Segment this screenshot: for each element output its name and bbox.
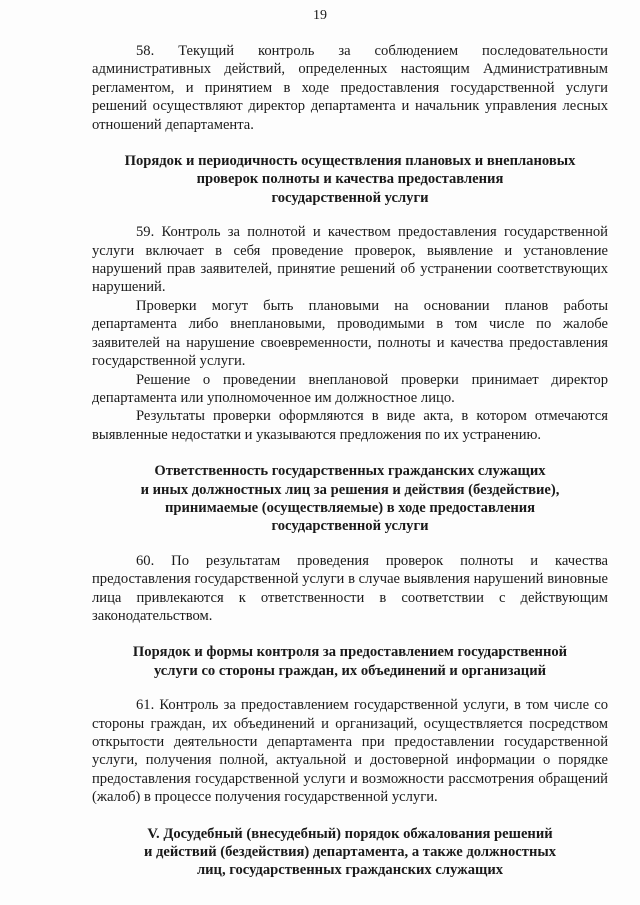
heading-line: Порядок и периодичность осуществления плановых и внеплановых	[124, 153, 576, 170]
heading-line: и действий (бездействия) департамента, а также должностных	[143, 844, 557, 861]
heading-line: государственной услуги	[271, 189, 429, 206]
heading-section-v	[92, 825, 608, 880]
heading-inspection-procedure	[92, 152, 608, 207]
heading-line: принимаемые (осуществляемые) в ходе предоставления	[164, 499, 536, 516]
heading-line: V. Досудебный (внесудебный) порядок обжалования решений	[147, 825, 553, 842]
document-body	[92, 42, 608, 880]
paragraph-59-results: Результаты проверки оформляются в виде акта, в котором отмечаются выявленные недостатки и указываются предложения по их устранению.	[92, 408, 608, 443]
heading-line: и иных должностных лиц за решения и действия (бездействие),	[140, 481, 560, 498]
paragraph-59-inspections: Проверки могут быть плановыми на основании планов работы департамента либо внеплановыми, проводимыми в том числе по жалобе заявителей на нарушение своевременности, полноты и качества предоставления государственной услуги.	[92, 297, 608, 370]
heading-line: проверок полноты и качества предоставления	[196, 171, 504, 188]
heading-line: Ответственность государственных гражданских служащих	[154, 463, 546, 480]
paragraph-59: 59. Контроль за полнотой и качеством предоставления государственной услуги включает в себя проведение проверок, выявление и установление нарушений прав заявителей, принятие решений об устранении соответствующих нарушений.	[92, 224, 608, 296]
paragraph-60: 60. По результатам проведения проверок полноты и качества предоставления государственной услуги в случае выявления нарушений виновные лица привлекаются к ответственности в соответствии с действующим законодательством.	[92, 552, 608, 624]
paragraph-58: 58. Текущий контроль за соблюдением последовательности административных действий, определенных настоящим Административным регламентом, и принятием в ходе предоставления государственной услуги решений осуществляют директор департамента и начальник управления лесных отношений департамента.	[92, 43, 608, 133]
heading-line: государственной услуги	[271, 518, 429, 535]
heading-line: Порядок и формы контроля за предоставлением государственной	[132, 644, 568, 661]
heading-line: услуги со стороны граждан, их объединений и организаций	[153, 662, 547, 679]
heading-responsibility	[92, 462, 608, 536]
paragraph-61: 61. Контроль за предоставлением государственной услуги, в том числе со стороны граждан, их объединений и организаций, осуществляется посредством открытости деятельности департамента при предоставлении государственной услуги, получения полной, актуальной и достоверной информации о порядке предоставления государственной услуги и возможности рассмотрения обращений (жалоб) в процессе получения государственной услуги.	[92, 697, 608, 806]
paragraph-59-decision: Решение о проведении внеплановой проверки принимает директор департамента или уполномоченное им должностное лицо.	[92, 371, 608, 406]
heading-control-forms	[92, 643, 608, 680]
heading-line: лиц, государственных гражданских служащих	[196, 862, 504, 879]
page-number: 19	[313, 8, 327, 23]
